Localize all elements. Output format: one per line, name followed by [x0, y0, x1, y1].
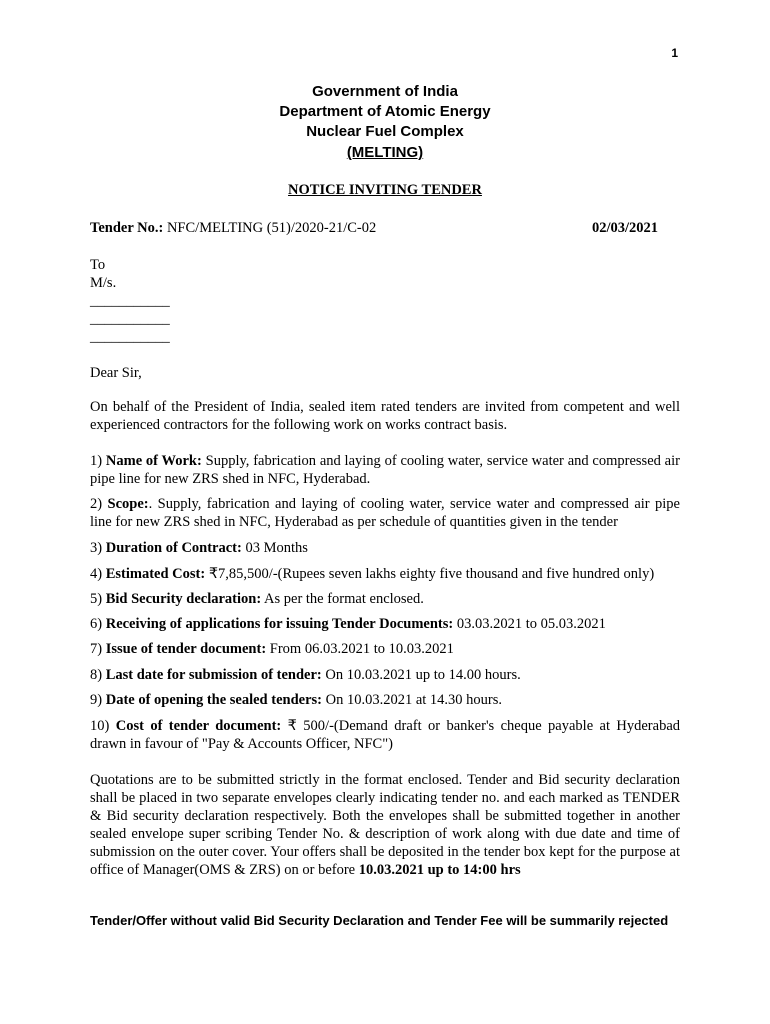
header-government: Government of India: [312, 83, 458, 100]
tender-number-label: Tender No.:: [90, 220, 164, 236]
header-complex: Nuclear Fuel Complex: [306, 123, 464, 140]
item-opening-date: [90, 691, 680, 709]
quotations-text: Quotations are to be submitted strictly in the format enclosed. Tender and Bid security declaration shall be placed in two separate envelopes clearly indicating tender no. and each marked as TENDER & Bid security declaration respectively. Both the envelopes shall be submitted together in another sealed envelope super scribing Tender No. & description of work along with due date and time of submission on the outer cover. Your offers shall be deposited in the tender box kept for the purpose at office of Manager(OMS & ZRS) on or before: [90, 772, 680, 878]
item-label: Bid Security declaration:: [105, 591, 262, 607]
address-block: [90, 256, 680, 346]
address-blank-line: ___________: [90, 329, 170, 345]
item-label: Scope:: [107, 496, 149, 512]
item-estimated-cost: [90, 565, 680, 583]
item-label: Receiving of applications for issuing Tender Documents:: [105, 616, 454, 632]
item-text: On 10.03.2021 at 14.30 hours.: [322, 692, 503, 708]
quotations-paragraph: [90, 771, 680, 879]
item-receiving-applications: [90, 615, 680, 633]
item-label: Name of Work:: [105, 453, 202, 469]
item-text: ₹7,85,500/-(Rupees seven lakhs eighty five thousand and five hundred only): [205, 566, 655, 582]
item-bid-security: [90, 590, 680, 608]
salutation: Dear Sir,: [90, 365, 142, 381]
item-label: Last date for submission of tender:: [105, 667, 322, 683]
item-number: 2): [90, 496, 108, 512]
address-blank-line: ___________: [90, 311, 170, 327]
item-number: 5): [90, 591, 106, 607]
notice-title: NOTICE INVITING TENDER: [288, 182, 482, 198]
intro-paragraph: On behalf of the President of India, sealed item rated tenders are invited from competent and well experienced contractors for the following work on works contract basis.: [90, 399, 680, 433]
item-number: 4): [90, 566, 106, 582]
item-text: ₹ 500/-(Demand draft or banker's cheque payable at Hyderabad drawn in favour of "Pay & Accounts Officer, NFC"): [90, 718, 680, 752]
address-ms: M/s.: [90, 275, 117, 291]
item-issue-document: [90, 640, 680, 658]
item-text: From 06.03.2021 to 10.03.2021: [266, 641, 454, 657]
item-text: . Supply, fabrication and laying of cooling water, service water and compressed air pipe line for new ZRS shed in NFC, Hyderabad as per schedule of quantities given in the tender: [90, 496, 680, 530]
address-blank-line: ___________: [90, 293, 170, 309]
header-department: Department of Atomic Energy: [279, 103, 491, 120]
item-number: 7): [90, 641, 106, 657]
item-label: Date of opening the sealed tenders:: [105, 692, 322, 708]
item-name-of-work: [90, 452, 680, 488]
quotations-deadline: 10.03.2021 up to 14:00 hrs: [358, 862, 521, 878]
tender-number-line: [90, 219, 376, 237]
item-number: 3): [90, 540, 106, 556]
item-text: 03.03.2021 to 05.03.2021: [453, 616, 606, 632]
item-number: 10): [90, 718, 116, 734]
rejection-note: Tender/Offer without valid Bid Security Declaration and Tender Fee will be summarily rejected: [90, 913, 669, 928]
header-unit: (MELTING): [346, 144, 424, 161]
page-number: 1: [671, 46, 678, 60]
item-label: Issue of tender document:: [105, 641, 267, 657]
item-number: 8): [90, 667, 106, 683]
item-label: Cost of tender document:: [115, 718, 282, 734]
item-last-date: [90, 666, 680, 684]
item-duration: [90, 539, 680, 557]
item-label: Duration of Contract:: [105, 540, 242, 556]
item-text: As per the format enclosed.: [261, 591, 424, 607]
item-text: 03 Months: [241, 540, 308, 556]
item-label: Estimated Cost:: [105, 566, 206, 582]
item-text: Supply, fabrication and laying of cooling water, service water and compressed air pipe line for new ZRS shed in NFC, Hyderabad.: [90, 453, 680, 487]
item-number: 1): [90, 453, 106, 469]
item-number: 9): [90, 692, 106, 708]
item-cost-of-document: [90, 717, 680, 753]
tender-date: 02/03/2021: [591, 220, 658, 236]
item-scope: [90, 495, 680, 531]
tender-row: [90, 219, 658, 237]
item-text: On 10.03.2021 up to 14.00 hours.: [321, 667, 521, 683]
item-number: 6): [90, 616, 106, 632]
tender-number: NFC/MELTING (51)/2020-21/C-02: [163, 220, 377, 236]
address-to: To: [90, 257, 106, 273]
